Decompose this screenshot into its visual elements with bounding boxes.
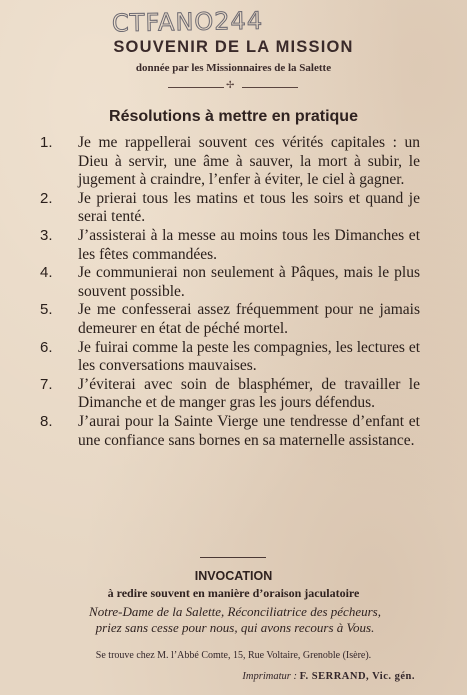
item-text: Je me confesserai assez fréquemment pour ne jamais demeurer en état de péché mortel. — [78, 301, 420, 337]
item-text: Je me rappellerai souvent ces vérités capitales : un Dieu à servir, une âme à sauver, la mort à subir, le jugement à craindre, l’enfer à éviter, le ciel à gagner. — [78, 134, 420, 189]
imprimatur-label: Imprimatur : — [242, 671, 297, 682]
list-item — [40, 339, 420, 376]
resolutions-list — [40, 134, 420, 450]
prayer-line: Notre-Dame de la Salette, Réconciliatrice des pécheurs, — [89, 604, 381, 619]
item-text: Je prierai tous les matins et tous les soirs et quand je serai tenté. — [78, 189, 420, 226]
card-subtitle: donnée par les Missionnaires de la Salette — [135, 62, 332, 74]
item-number: 6. — [40, 338, 53, 356]
card-title: SOUVENIR DE LA MISSION — [113, 38, 354, 56]
list-item — [40, 413, 420, 450]
item-number: 7. — [40, 375, 53, 393]
item-text: J’éviterai avec soin de blasphémer, de travailler le Dimanche et de manger gras les jours défendus. — [78, 375, 420, 412]
invocation-prayer — [40, 604, 430, 636]
list-item — [40, 264, 420, 301]
item-number: 8. — [40, 412, 53, 430]
invocation-subtitle: à redire souvent en manière d’oraison jaculatoire — [107, 586, 360, 600]
publisher-address: Se trouve chez M. l’Abbé Comte, 15, Rue Voltaire, Grenoble (Isère). — [95, 650, 372, 661]
item-text: Je fuirai comme la peste les compagnies, les lectures et les conversations mauvaises. — [78, 338, 420, 375]
item-number: 5. — [40, 301, 53, 319]
imprimatur-name: F. SERRAND, Vic. gén. — [299, 671, 415, 682]
ornament-divider — [168, 80, 298, 91]
section-divider — [200, 557, 266, 558]
list-item — [40, 301, 420, 338]
item-number: 1. — [40, 134, 53, 151]
list-item — [40, 376, 420, 413]
section-heading: Résolutions à mettre en pratique — [109, 108, 358, 125]
item-text: J’aurai pour la Sainte Vierge une tendresse d’enfant et une confiance sans bornes en sa maternelle assistance. — [78, 412, 420, 449]
item-number: 2. — [40, 189, 53, 207]
ornament-line-left — [168, 87, 224, 88]
ornament-icon: ✢ — [226, 80, 235, 91]
list-item — [40, 227, 420, 264]
list-item — [40, 190, 420, 227]
item-text: J’assisterai à la messe au moins tous les Dimanches et les fêtes commandées. — [78, 226, 420, 263]
item-number: 4. — [40, 264, 53, 282]
prayer-line: priez sans cesse pour nous, qui avons recours à Vous. — [95, 620, 375, 635]
ornament-line-right — [242, 87, 298, 88]
handwritten-reference: CTFANO244 — [111, 6, 264, 38]
list-item — [40, 134, 420, 190]
invocation-title: INVOCATION — [194, 569, 273, 583]
item-number: 3. — [40, 226, 53, 244]
imprimatur — [242, 671, 415, 682]
item-text: Je communierai non seulement à Pâques, mais le plus souvent possible. — [78, 264, 420, 300]
